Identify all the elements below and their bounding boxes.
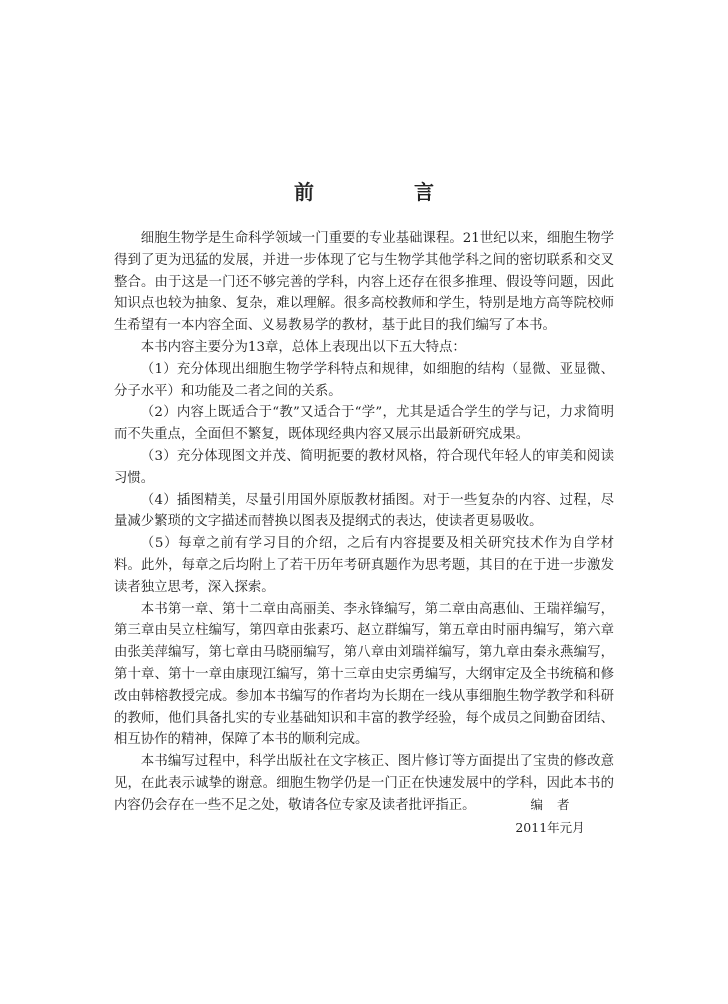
paragraph-feature-5: （5）每章之前有学习目的介绍，之后有内容提要及相关研究技术作为自学材料。此外，每章之后均附上了若干历年考研真题作为思考题，其目的在于进一步激发读者独立思考，深入探索。 <box>114 536 614 595</box>
paragraph-feature-1: （1）充分体现出细胞生物学学科特点和规律，如细胞的结构（显微、亚显微、分子水平）和功能及二者之间的关系。 <box>114 361 614 399</box>
page-title: 前 言 <box>294 180 474 204</box>
paragraph-authors: 本书第一章、第十二章由高丽美、李永锋编写，第二章由高惠仙、王瑞祥编写，第三章由吴立柱编写，第四章由张素巧、赵立群编写，第五章由时丽冉编写，第六章由张美萍编写，第七章由马晓丽编写，第八章由刘瑞祥编写，第九章由秦永燕编写，第十章、第十一章由康现江编写，第十三章由史宗勇编写，大纲审定及全书统稿和修改由韩榕教授完成。参加本书编写的作者均为长期在一线从事细胞生物学教学和科研的教师，他们具备扎实的专业基础知识和丰富的教学经验，每个成员之间勤奋团结、相互协作的精神，保障了本书的顺利完成。 <box>114 601 614 748</box>
paragraph-feature-4: （4）插图精美，尽量引用国外原版教材插图。对于一些复杂的内容、过程，尽量减少繁琐的文字描述而替换以图表及提纲式的表达，使读者更易吸收。 <box>114 492 614 530</box>
preface-body <box>114 228 614 817</box>
paragraph-overview: 本书内容主要分为13章，总体上表现出以下五大特点： <box>140 339 466 355</box>
paragraph-feature-2: （2）内容上既适合于“教”又适合于“学”，尤其是适合学生的学与记，力求简明而不失重点，全面但不繁复，既体现经典内容又展示出最新研究成果。 <box>114 405 614 443</box>
signature-author: 编者 <box>530 797 584 812</box>
paragraph-feature-3: （3）充分体现图文并茂、简明扼要的教材风格，符合现代年轻人的审美和阅读习惯。 <box>114 448 614 486</box>
paragraph-acknowledgement: 本书编写过程中，科学出版社在文字核正、图片修订等方面提出了宝贵的修改意见，在此表示诚挚的谢意。细胞生物学仍是一门正在快速发展中的学科，因此本书的内容仍会存在一些不足之处，敬请各位专家及读者批评指正。 <box>114 754 614 813</box>
signature-date: 2011年元月 <box>515 820 585 835</box>
paragraph-intro: 细胞生物学是生命科学领域一门重要的专业基础课程。21世纪以来，细胞生物学得到了更为迅猛的发展，并进一步体现了它与生物学其他学科之间的密切联系和交叉整合。由于这是一门还不够完善的学科，内容上还存在很多推理、假设等问题，因此知识点也较为抽象、复杂，难以理解。很多高校教师和学生，特别是地方高等院校师生希望有一本内容全面、义易教易学的教材，基于此目的我们编写了本书。 <box>114 231 614 334</box>
